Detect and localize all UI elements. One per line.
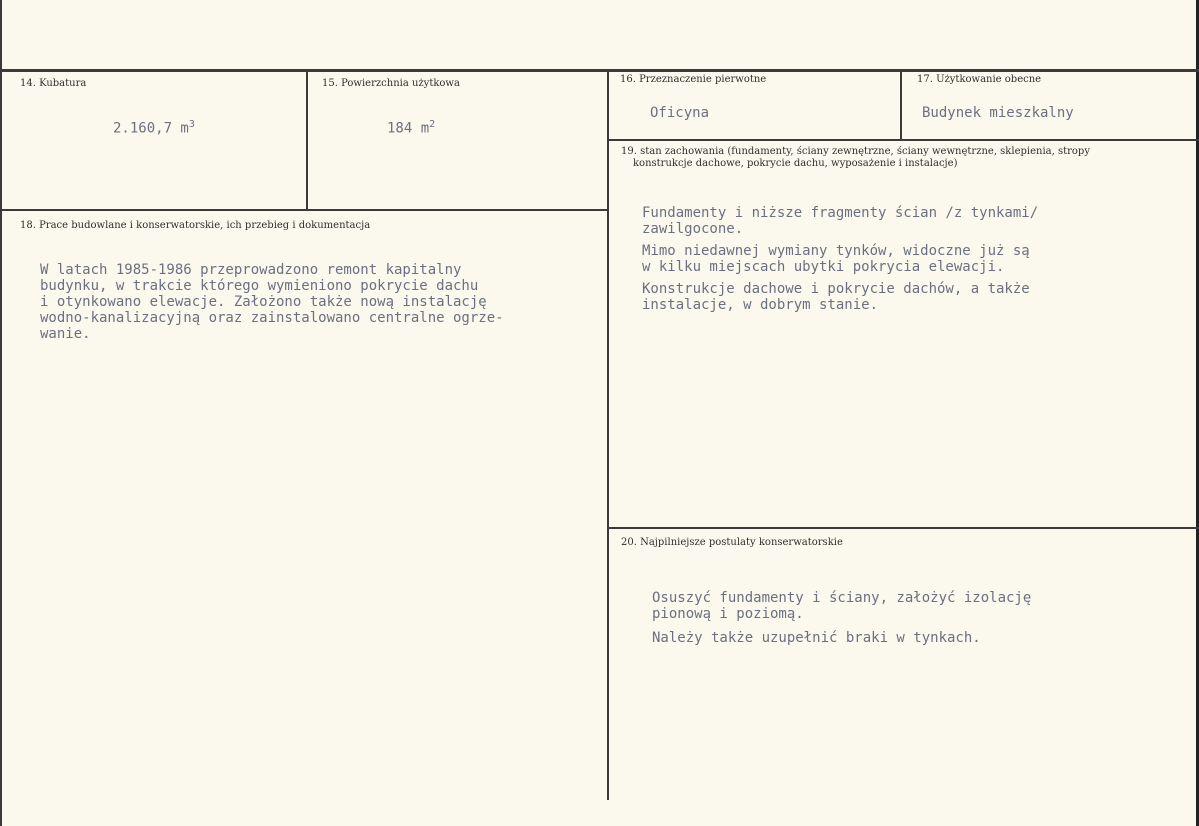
field-14-label: 14. Kubatura <box>20 78 87 89</box>
text-line: Należy także uzupełnić braki w tynkach. <box>652 630 981 646</box>
text-line: Konstrukcje dachowe i pokrycie dachów, a także <box>642 281 1030 297</box>
field-20-text <box>652 574 1031 662</box>
field-18-text <box>40 246 504 358</box>
unit-exponent: 3 <box>188 119 195 130</box>
field-15-label: 15. Powierzchnia użytkowa <box>322 78 460 89</box>
rule-right-19 <box>608 139 1199 141</box>
field-17-label: 17. Użytkowanie obecne <box>917 74 1042 85</box>
label-line: 19. stan zachowania (fundamenty, ściany zewnętrzne, ściany wewnętrzne, sklepienia, stropy <box>621 146 1090 157</box>
rule-right-20 <box>608 527 1199 529</box>
text-line: Fundamenty i niższe fragmenty ścian /z tynkami/ <box>642 205 1039 221</box>
field-14-value <box>113 117 195 137</box>
divider-16-17 <box>900 70 902 140</box>
field-20-label: 20. Najpilniejsze postulaty konserwatorskie <box>621 537 843 548</box>
kubatura-value: 2.160,7 m <box>113 120 189 137</box>
center-divider <box>607 70 609 800</box>
divider-14-15 <box>306 70 308 210</box>
text-line: budynku, w trakcie którego wymieniono pokrycie dachu <box>40 278 479 294</box>
label-line: konstrukcje dachowe, pokrycie dachu, wyposażenie i instalacje) <box>633 158 958 169</box>
field-18-label: 18. Prace budowlane i konserwatorskie, ich przebieg i dokumentacja <box>20 220 371 231</box>
text-line: pionową i poziomą. <box>652 606 804 622</box>
text-line: wanie. <box>40 326 91 342</box>
field-16-label: 16. Przeznaczenie pierwotne <box>620 74 767 85</box>
text-line: i otynkowano elewacje. Założono także nową instalację <box>40 294 487 310</box>
top-rule <box>0 69 1199 72</box>
text-line: W latach 1985-1986 przeprowadzono remont kapitalny <box>40 262 462 278</box>
text-line: wodno-kanalizacyjną oraz zainstalowano centralne ogrze- <box>40 310 504 326</box>
unit-exponent: 2 <box>429 119 436 130</box>
text-line: w kilku miejscach ubytki pokrycia elewacji. <box>642 259 1005 275</box>
text-line: Mimo niedawnej wymiany tynków, widoczne już są <box>642 243 1030 259</box>
text-line: zawilgocone. <box>642 221 744 237</box>
text-line: instalacje, w dobrym stanie. <box>642 297 879 313</box>
left-border <box>0 0 2 826</box>
text-line: Osuszyć fundamenty i ściany, założyć izolację <box>652 590 1032 606</box>
rule-left-18 <box>0 209 608 211</box>
area-value: 184 m <box>387 120 430 137</box>
field-19-text <box>642 189 1038 329</box>
field-17-value: Budynek mieszkalny <box>922 105 1074 121</box>
field-16-value: Oficyna <box>650 105 710 121</box>
field-19-label <box>621 146 1090 170</box>
field-15-value <box>387 117 435 137</box>
